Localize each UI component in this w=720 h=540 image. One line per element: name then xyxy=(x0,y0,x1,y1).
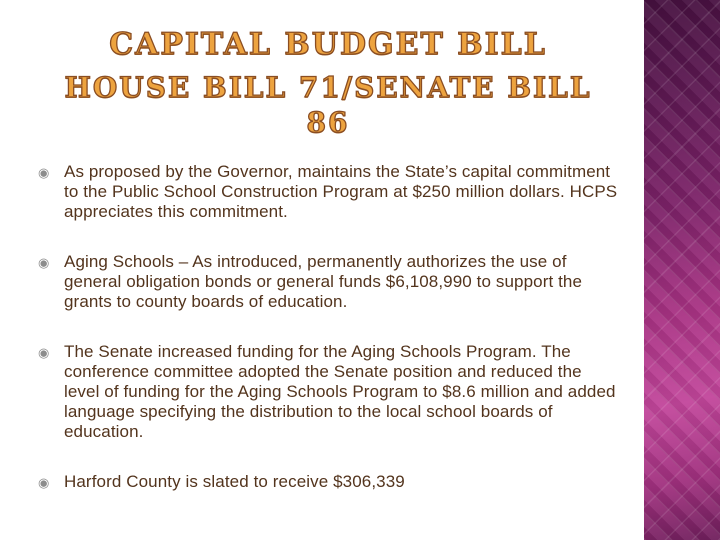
bullet-icon: ◉ xyxy=(38,164,50,180)
bullet-item xyxy=(38,252,618,312)
bullet-icon: ◉ xyxy=(38,344,50,360)
decorative-diamond-sidebar xyxy=(644,0,720,540)
bullet-text: Harford County is slated to receive $306,339 xyxy=(64,471,405,491)
bullet-icon: ◉ xyxy=(38,254,50,270)
slide-title-line1: CAPITAL BUDGET BILL xyxy=(109,27,547,62)
bullet-icon: ◉ xyxy=(38,474,50,490)
bullet-item xyxy=(38,162,618,222)
bullet-list xyxy=(38,162,618,493)
bullet-item xyxy=(38,472,618,493)
bullet-text: Aging Schools – As introduced, permanently authorizes the use of general obligation bonds or general funds $6,108,990 to support the grants to county boards of education. xyxy=(64,251,583,311)
slide-title-line2: HOUSE BILL 71/SENATE BILL 86 xyxy=(64,70,592,139)
bullet-text: The Senate increased funding for the Aging Schools Program. The conference committee adopted the Senate position and reduced the level of funding for the Aging Schools Program to $8.6 million and added language specifying the distribution to the local school boards of education. xyxy=(64,341,616,441)
bullet-text: As proposed by the Governor, maintains the State’s capital commitment to the Public School Construction Program at $250 million dollars. HCPS appreciates this commitment. xyxy=(64,161,618,221)
bullet-item xyxy=(38,342,618,442)
